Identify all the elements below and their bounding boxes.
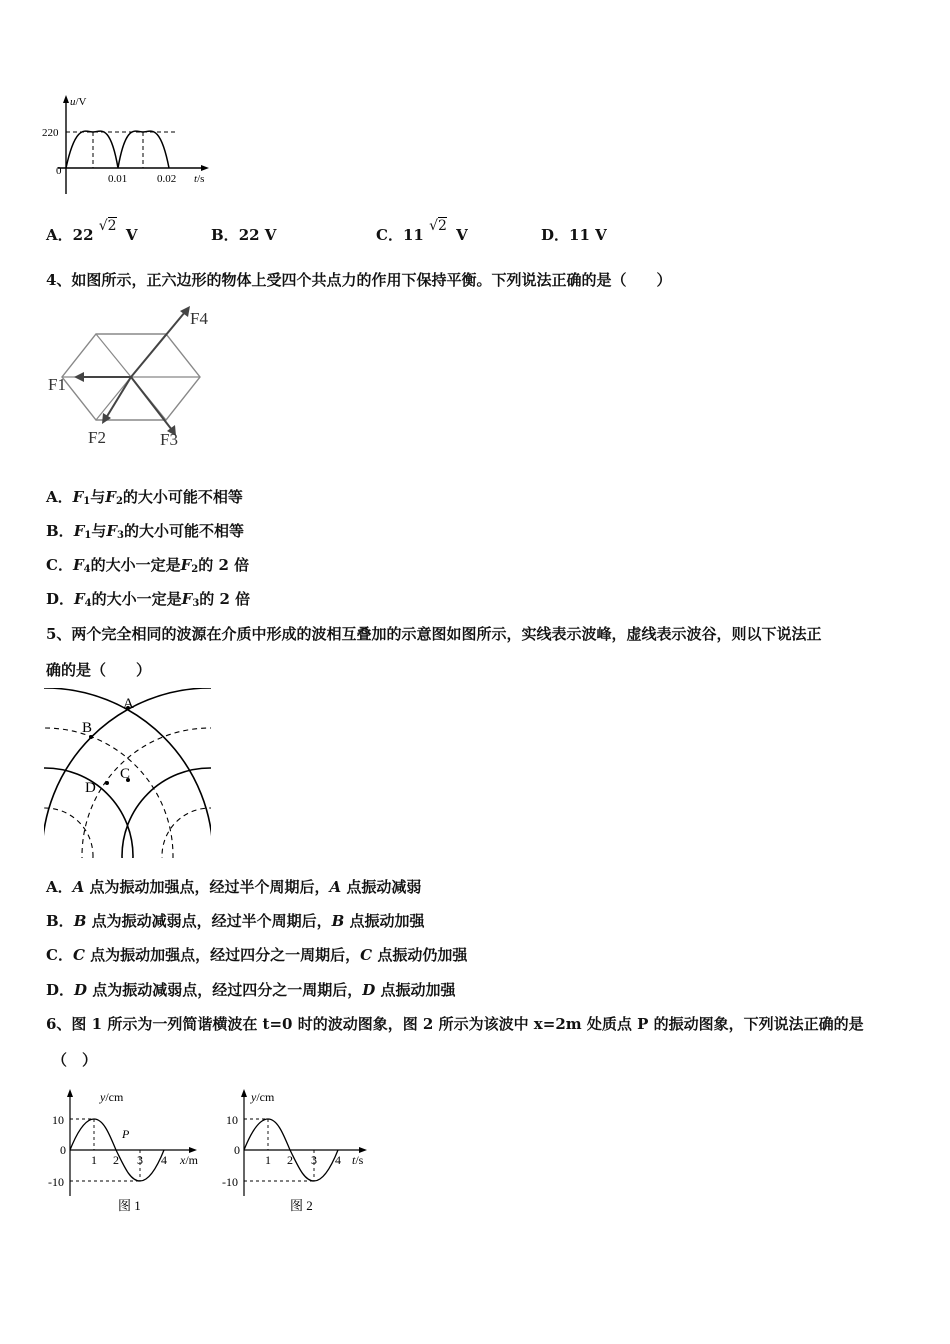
t-axis-label: t/s xyxy=(194,173,205,185)
fig1-y-arrow xyxy=(67,1089,73,1097)
q4-stem: 4、如图所示，正六边形的物体上受四个共点力的作用下保持平衡。下列说法正确的是（ ） xyxy=(46,271,672,289)
point-b-label: B xyxy=(82,720,93,736)
fig2-y-tick-neg10: -10 xyxy=(222,1175,238,1189)
trough-left-outer xyxy=(40,728,173,868)
crest-right-inner xyxy=(122,768,220,868)
fig2-y-tick-0: 0 xyxy=(234,1143,240,1157)
fig2-caption: 图 2 xyxy=(290,1198,313,1213)
fig1-x-tick-3: 3 xyxy=(137,1153,143,1167)
fig1-caption: 图 1 xyxy=(118,1198,141,1213)
q5-option-a[interactable]: A．A 点为振动加强点，经过半个周期后，A 点振动减弱 xyxy=(46,878,422,896)
q4-option-a[interactable]: A．$F_1$与$F_2$的大小可能不相等 xyxy=(46,488,243,507)
force-f3-arrow xyxy=(131,377,172,430)
f4-label: F4 xyxy=(190,309,208,328)
voltage-curve xyxy=(66,131,169,168)
f3-label: F3 xyxy=(160,430,178,449)
fig1-y-tick-10: 10 xyxy=(52,1113,64,1127)
fig1-point-p: P xyxy=(122,1127,130,1141)
force-f2-arrow xyxy=(106,377,131,418)
q5-stem-line1: 5、两个完全相同的波源在介质中形成的波相互叠加的示意图如图所示，实线表示波峰，虚线表示波谷，则以下说法正 xyxy=(46,625,822,643)
fig1-y-tick-0: 0 xyxy=(60,1143,66,1157)
sqrt-symbol: √2 xyxy=(98,218,117,234)
vibration-graph-fig2 xyxy=(218,1086,388,1216)
figure-clip-mask-right xyxy=(211,688,220,868)
point-c-label: C xyxy=(120,766,131,782)
force-f4-arrow xyxy=(131,312,185,377)
q3-option-a[interactable]: A．22 √2 V xyxy=(46,218,138,244)
f1-label: F1 xyxy=(48,375,66,394)
fig2-x-label: t/s xyxy=(352,1153,364,1167)
fig1-x-tick-1: 1 xyxy=(91,1153,97,1167)
hexagon-forces-figure xyxy=(44,300,224,450)
fig1-y-tick-neg10: -10 xyxy=(48,1175,64,1189)
point-a-label: A xyxy=(123,696,134,712)
fig2-y-label: y/cm xyxy=(251,1090,275,1104)
t-axis-arrow xyxy=(201,165,209,171)
q4-option-b[interactable]: B．$F_1$与$F_3$的大小可能不相等 xyxy=(46,522,244,541)
q5-option-d[interactable]: D．D 点为振动减弱点，经过四分之一周期后，D 点振动加强 xyxy=(46,981,456,999)
q5-option-b[interactable]: B．B 点为振动减弱点，经过半个周期后，B 点振动加强 xyxy=(46,912,425,930)
wave-interference-figure xyxy=(40,688,220,868)
wave-graph-fig1 xyxy=(44,1086,214,1216)
q5-option-c[interactable]: C．C 点为振动加强点，经过四分之一周期后，C 点振动仍加强 xyxy=(46,946,468,964)
q3-option-d[interactable]: D．11 V xyxy=(541,226,607,244)
fig1-x-label: x/m xyxy=(180,1153,198,1167)
fig2-y-tick-10: 10 xyxy=(226,1113,238,1127)
point-d-dot xyxy=(105,781,109,785)
y-tick-220: 220 xyxy=(42,127,59,139)
origin-label: 0 xyxy=(56,165,62,177)
fig1-x-tick-2: 2 xyxy=(113,1153,119,1167)
rectified-voltage-graph xyxy=(36,92,226,198)
f2-label: F2 xyxy=(88,428,106,447)
x-tick-001: 0.01 xyxy=(108,173,128,185)
f1-arrowhead xyxy=(74,372,84,382)
fig2-x-tick-1: 1 xyxy=(265,1153,271,1167)
fig2-x-tick-2: 2 xyxy=(287,1153,293,1167)
q3-option-c[interactable]: C．11 √2 V xyxy=(376,218,468,244)
q4-option-c[interactable]: C．$F_4$的大小一定是$F_2$的 2 倍 xyxy=(46,556,250,575)
q6-stem-line2: （ ） xyxy=(52,1051,98,1069)
fig2-x-tick-3: 3 xyxy=(311,1153,317,1167)
q3-option-b[interactable]: B．22 V xyxy=(211,226,277,244)
f2-arrowhead xyxy=(102,413,111,424)
point-d-label: D xyxy=(85,780,96,796)
q4-option-d[interactable]: D．$F_4$的大小一定是$F_3$的 2 倍 xyxy=(46,590,251,609)
trough-right-outer xyxy=(82,728,220,868)
fig1-x-tick-4: 4 xyxy=(161,1153,167,1167)
fig2-y-arrow xyxy=(241,1089,247,1097)
fig1-y-label: y/cm xyxy=(100,1090,124,1104)
sqrt-symbol: √2 xyxy=(429,218,447,234)
u-axis-arrow xyxy=(63,95,69,103)
figure-clip-mask-bottom xyxy=(40,858,220,868)
q6-stem-line1: 6、图 1 所示为一列简谐横波在 t=0 时的波动图象，图 2 所示为该波中 x=2m 处质点 P 的振动图象，下列说法正确的是 xyxy=(46,1015,864,1033)
figure-clip-mask-left xyxy=(40,688,44,868)
fig2-x-tick-4: 4 xyxy=(335,1153,341,1167)
x-tick-002: 0.02 xyxy=(157,173,177,185)
u-axis-label: u/V xyxy=(70,96,87,108)
q5-stem-line2: 确的是（ ） xyxy=(46,661,152,679)
